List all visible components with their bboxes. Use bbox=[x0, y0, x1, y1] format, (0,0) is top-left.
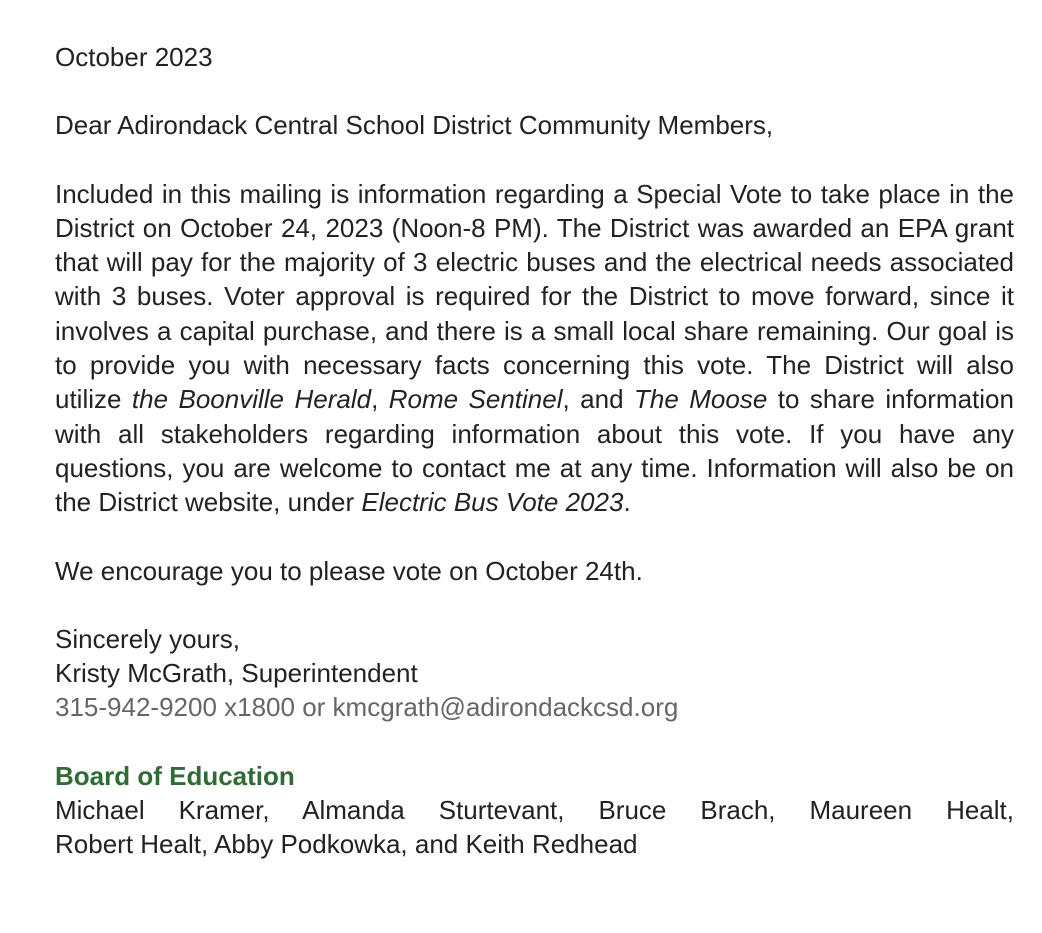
publication-boonville-herald: the Boonville Herald bbox=[131, 384, 372, 415]
letter-body bbox=[55, 177, 1014, 520]
publication-rome-sentinel: Rome Sentinel bbox=[388, 384, 563, 415]
website-section-name: Electric Bus Vote 2023 bbox=[361, 487, 624, 518]
letter-greeting: Dear Adirondack Central School District Community Members, bbox=[55, 110, 774, 141]
board-heading: Board of Education bbox=[55, 760, 295, 791]
body-text-3: , and bbox=[562, 384, 634, 415]
body-text-2: , bbox=[371, 384, 389, 415]
vote-encouragement: We encourage you to please vote on October 24th. bbox=[55, 555, 643, 586]
body-text-5: . bbox=[623, 487, 631, 518]
board-members-line-2: Robert Healt, Abby Podkowka, and Keith Redhead bbox=[55, 829, 638, 860]
closing: Sincerely yours, bbox=[55, 623, 240, 654]
letter bbox=[55, 40, 1014, 862]
body-text-1: Included in this mailing is information regarding a Special Vote to take place in the District on October 24, 2023 (Noon-8 PM). The District was awarded an EPA grant that will pay for the majority of 3 electric buses and the electrical needs associated with 3 buses. Voter approval is required for the District to move forward, since it involves a capital purchase, and there is a small local share remaining. Our goal is to provide you with necessary facts concerning this vote. The District will also utilize bbox=[55, 178, 1014, 415]
signature: Kristy McGrath, Superintendent bbox=[55, 658, 418, 689]
board-members bbox=[55, 793, 1014, 862]
body-text-4: to share information with all stakeholders regarding information about this vote. If you have any questions, you are welcome to contact me at any time. Information will also be on the District website, under bbox=[55, 384, 1014, 518]
board-members-line-1: Michael Kramer, Almanda Sturtevant, Bruce Brach, Maureen Healt, bbox=[55, 795, 1014, 826]
contact-info: 315-942-9200 x1800 or kmcgrath@adirondackcsd.org bbox=[55, 692, 679, 723]
letter-date: October 2023 bbox=[55, 42, 213, 72]
publication-the-moose: The Moose bbox=[634, 384, 768, 415]
